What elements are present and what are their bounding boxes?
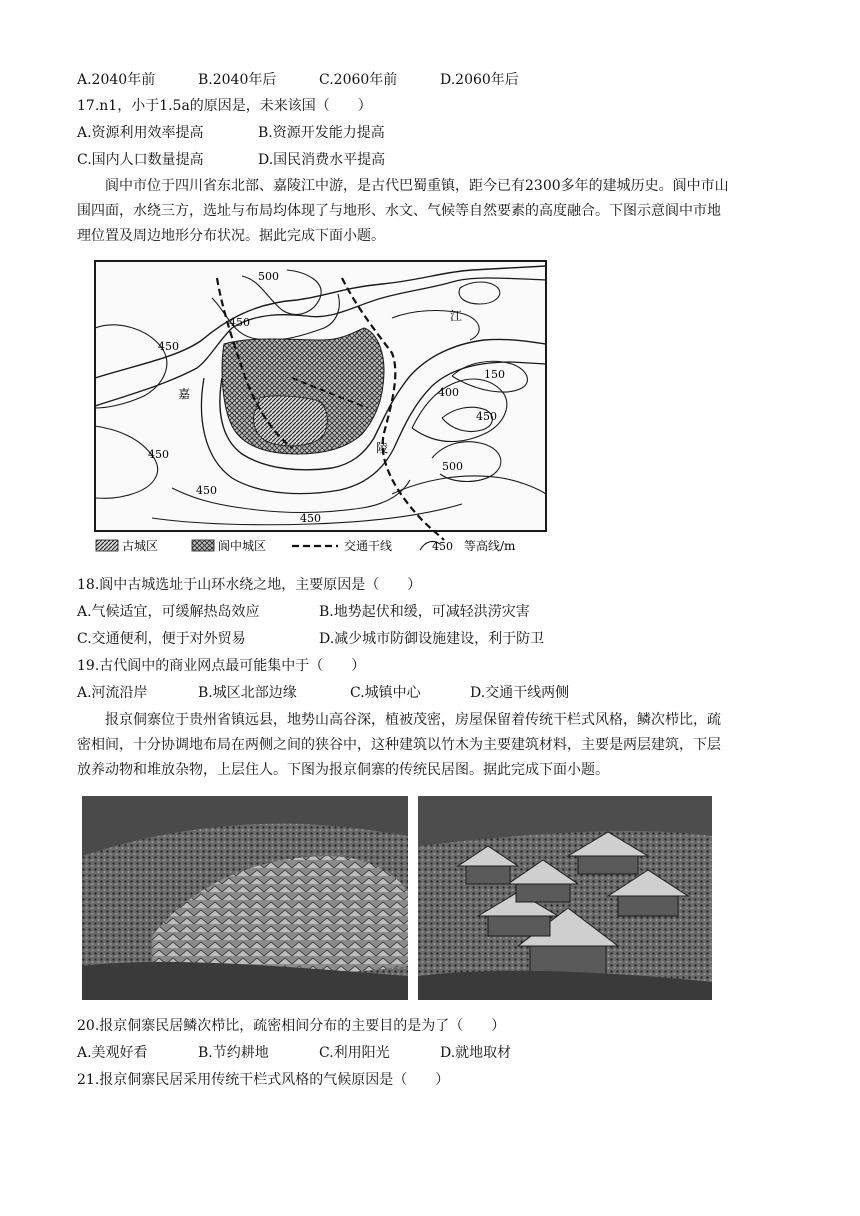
q17-option-a: A.资源利用效率提高 bbox=[77, 125, 204, 141]
q19-option-c: C.城镇中心 bbox=[350, 685, 421, 701]
q17-stem: 17.n1，小于1.5a的原因是，未来该国（ ） bbox=[77, 98, 372, 114]
contour-label: 450 bbox=[300, 512, 321, 525]
river-char: 嘉 bbox=[178, 387, 191, 401]
passage-langzhong-line-1: 阆中市位于四川省东北部、嘉陵江中游，是古代巴蜀重镇，距今已有2300多年的建城历史。阆中市山 bbox=[105, 178, 729, 194]
contour-label: 400 bbox=[438, 386, 459, 399]
passage-baojing-line-2: 密相间，十分协调地布局在两侧之间的狭谷中，这种建筑以竹木为主要建筑材料，主要是两层建筑，下层 bbox=[77, 737, 721, 753]
legend-contour-sample: 450 bbox=[432, 540, 453, 553]
contour-label: 150 bbox=[484, 368, 505, 381]
q16-option-a: A.2040年前 bbox=[77, 72, 156, 88]
map-legend bbox=[96, 538, 516, 553]
q21-stem: 21.报京侗寨民居采用传统干栏式风格的气候原因是（ ） bbox=[77, 1072, 450, 1088]
legend-ancient-city: 古城区 bbox=[122, 539, 159, 553]
contour-label: 500 bbox=[442, 460, 463, 473]
q18-option-d: D.减少城市防御设施建设，利于防卫 bbox=[319, 631, 545, 647]
village-photo-stilt-houses bbox=[418, 796, 712, 1000]
q18-option-b: B.地势起伏和缓，可减轻洪涝灾害 bbox=[319, 604, 530, 620]
passage-baojing-line-3: 放养动物和堆放杂物，上层住人。下图为报京侗寨的传统民居图。据此完成下面小题。 bbox=[77, 762, 609, 778]
q16-option-c: C.2060年前 bbox=[319, 72, 398, 88]
q17-option-d: D.国民消费水平提高 bbox=[258, 152, 386, 168]
q20-option-d: D.就地取材 bbox=[440, 1045, 512, 1061]
legend-traffic-line: 交通干线 bbox=[344, 539, 393, 553]
q19-option-a: A.河流沿岸 bbox=[77, 685, 148, 701]
contour-label: 450 bbox=[229, 316, 250, 329]
passage-baojing-line-1: 报京侗寨位于贵州省镇远县，地势山高谷深，植被茂密，房屋保留着传统干栏式风格，鳞次栉比，疏 bbox=[105, 712, 721, 728]
q17-option-c: C.国内人口数量提高 bbox=[77, 152, 204, 168]
q20-option-b: B.节约耕地 bbox=[198, 1045, 269, 1061]
village-photo-hillside bbox=[82, 796, 408, 1000]
q17-option-b: B.资源开发能力提高 bbox=[258, 125, 385, 141]
q18-option-a: A.气候适宜，可缓解热岛效应 bbox=[77, 604, 260, 620]
q19-option-d: D.交通干线两侧 bbox=[470, 685, 570, 701]
q20-option-c: C.利用阳光 bbox=[319, 1045, 390, 1061]
langzhong-terrain-map bbox=[92, 258, 548, 558]
q19-stem: 19.古代阆中的商业网点最可能集中于（ ） bbox=[77, 658, 366, 674]
q18-option-c: C.交通便利，便于对外贸易 bbox=[77, 631, 246, 647]
passage-baojing bbox=[77, 708, 777, 783]
q20-stem: 20.报京侗寨民居鳞次栉比，疏密相间分布的主要目的是为了（ ） bbox=[77, 1018, 506, 1034]
q20-option-a: A.美观好看 bbox=[77, 1045, 148, 1061]
contour-label: 450 bbox=[148, 448, 169, 461]
passage-langzhong bbox=[77, 174, 777, 249]
q16-option-b: B.2040年后 bbox=[198, 72, 277, 88]
passage-langzhong-line-2: 围四面，水绕三方，选址与布局均体现了与地形、水文、气候等自然要素的高度融合。下图示意阆中市地 bbox=[77, 203, 721, 219]
q16-option-d: D.2060年后 bbox=[440, 72, 519, 88]
legend-langzhong-city: 阆中城区 bbox=[218, 539, 267, 553]
q18-stem: 18.阆中古城选址于山环水绕之地，主要原因是（ ） bbox=[77, 577, 422, 593]
legend-contour: 等高线/m bbox=[464, 539, 516, 553]
contour-label: 450 bbox=[476, 410, 497, 423]
river-char: 陵 bbox=[376, 441, 389, 455]
contour-label: 450 bbox=[158, 340, 179, 353]
contour-label: 500 bbox=[258, 270, 279, 283]
river-char: 江 bbox=[450, 309, 463, 323]
passage-langzhong-line-3: 理位置及周边地形分布状况。据此完成下面小题。 bbox=[77, 228, 385, 244]
contour-label: 450 bbox=[196, 484, 217, 497]
ancient-city-area bbox=[254, 396, 328, 446]
q19-option-b: B.城区北部边缘 bbox=[198, 685, 297, 701]
